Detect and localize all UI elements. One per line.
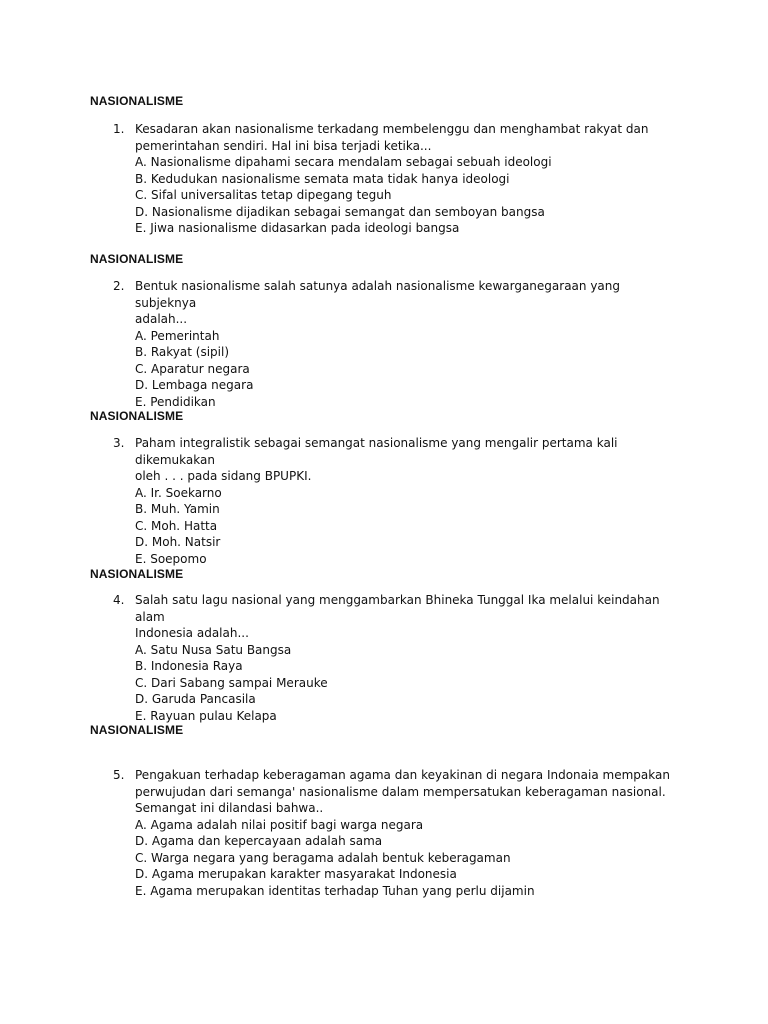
question-number: 3. — [113, 436, 125, 450]
option-d: D. Garuda Pancasila — [135, 692, 256, 706]
option-d: D. Nasionalisme dijadikan sebagai semangat dan semboyan bangsa — [135, 204, 545, 219]
option-a: A. Nasionalisme dipahami secara mendalam sebagai sebuah ideologi — [135, 155, 552, 169]
question-5 — [113, 767, 673, 899]
question-text: Kesadaran akan nasionalisme terkadang membelenggu dan menghambat rakyat dan pemerintahan sendiri. Hal ini bisa terjadi ketika... — [135, 122, 649, 153]
section-heading: NASIONALISME — [90, 567, 184, 581]
option-c: C. Warga negara yang beragama adalah bentuk keberagaman — [135, 850, 511, 865]
question-number: 4. — [113, 593, 125, 607]
question-2 — [113, 278, 673, 410]
question-4 — [113, 592, 673, 724]
option-e: E. Soepomo — [135, 551, 207, 566]
option-e: E. Jiwa nasionalisme didasarkan pada ideologi bangsa — [135, 221, 460, 235]
option-c: C. Dari Sabang sampai Merauke — [135, 675, 328, 690]
option-b: B. Rakyat (sipil) — [135, 345, 230, 359]
option-e: E. Rayuan pulau Kelapa — [135, 708, 277, 723]
section-heading: NASIONALISME — [90, 94, 184, 108]
option-e: E. Pendidikan — [135, 394, 216, 409]
option-a: A. Ir. Soekarno — [135, 485, 222, 500]
question-text: Paham integralistik sebagai semangat nasionalisme yang mengalir pertama kali dikemukakan oleh . . . pada sidang BPUPKI. — [135, 436, 618, 483]
question-number: 2. — [113, 279, 125, 293]
option-b: D. Agama dan kepercayaan adalah sama — [135, 834, 383, 848]
question-1 — [113, 121, 673, 237]
section-heading: NASIONALISME — [90, 252, 184, 266]
option-a: A. Agama adalah nilai positif bagi warga negara — [135, 817, 424, 832]
section-heading: NASIONALISME — [90, 409, 184, 423]
question-text: Bentuk nasionalisme salah satunya adalah nasionalisme kewarganegaraan yang subjeknya adalah... — [135, 279, 620, 326]
option-b: B. Indonesia Raya — [135, 659, 243, 673]
option-b: B. Kedudukan nasionalisme semata mata tidak hanya ideologi — [135, 171, 510, 186]
option-b: B. Muh. Yamin — [135, 502, 220, 516]
question-3 — [113, 435, 673, 567]
question-text: Pengakuan terhadap keberagaman agama dan keyakinan di negara Indonaia mempakan perwujudan dari semanga' nasionalisme dalam mempersatukan keberagaman nasional. Semangat ini dilandasi bahwa.. — [135, 768, 670, 815]
option-d: D. Moh. Natsir — [135, 535, 221, 549]
option-a: A. Pemerintah — [135, 328, 220, 343]
option-d: D. Agama merupakan karakter masyarakat Indonesia — [135, 867, 457, 881]
option-c: C. Moh. Hatta — [135, 518, 218, 533]
question-text: Salah satu lagu nasional yang menggambarkan Bhineka Tunggal Ika melalui keindahan alam Indonesia adalah... — [135, 593, 660, 640]
option-c: C. Sifal universalitas tetap dipegang teguh — [135, 188, 392, 202]
option-c: C. Aparatur negara — [135, 361, 250, 376]
option-d: D. Lembaga negara — [135, 378, 254, 392]
question-number: 1. — [113, 122, 125, 136]
question-number: 5. — [113, 768, 125, 782]
option-e: E. Agama merupakan identitas terhadap Tuhan yang perlu dijamin — [135, 883, 535, 898]
section-heading: NASIONALISME — [90, 723, 184, 737]
option-a: A. Satu Nusa Satu Bangsa — [135, 642, 292, 657]
